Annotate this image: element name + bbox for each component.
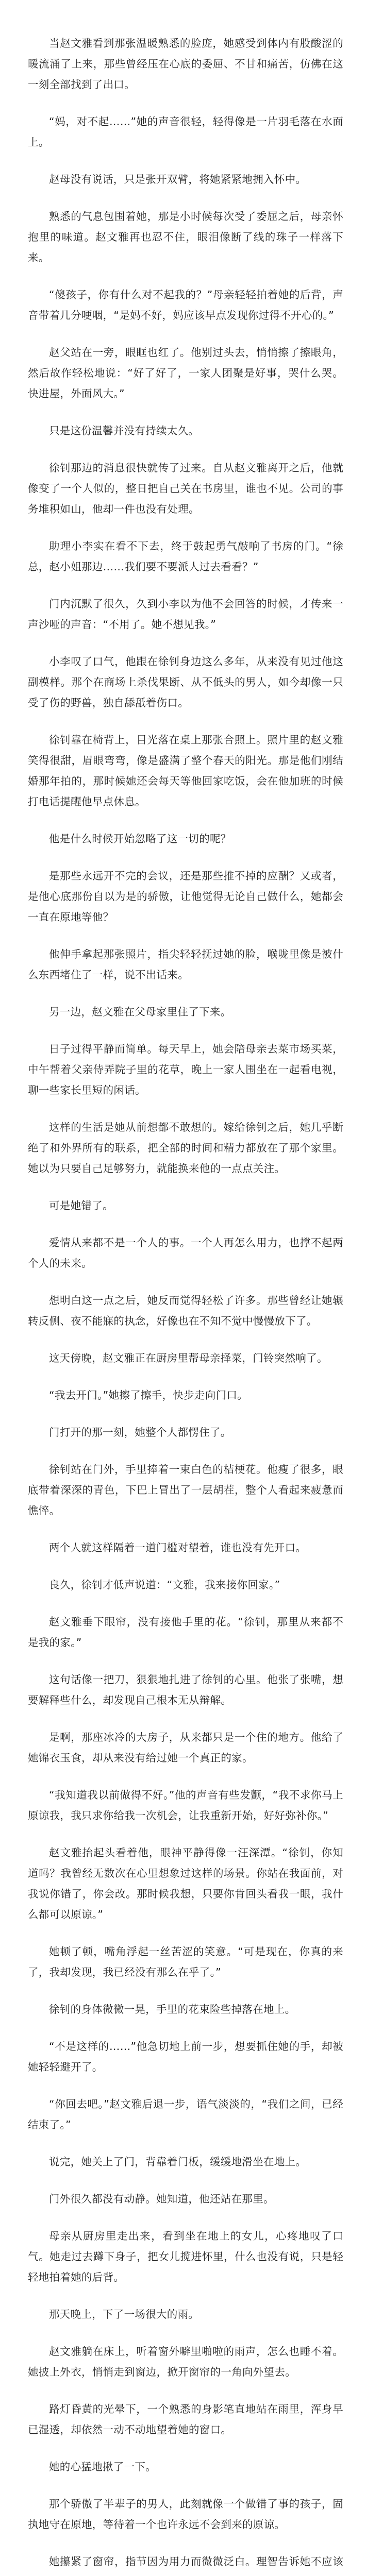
- paragraph: 说完，她关上了门，背靠着门板，缓缓地滑坐在地上。: [49, 2156, 307, 2168]
- paragraph-spacer: [28, 1521, 343, 1537]
- paragraph-spacer: [28, 927, 343, 944]
- paragraph: “我知道我以前做得不好。”他的声音有些发颤，“我不求你马上原谅我，我只求你给我一次机会，让我重新开始，好好弥补你。”: [28, 1789, 343, 1822]
- paragraph-spacer: [28, 404, 343, 420]
- paragraph: 熟悉的气息包围着她，那是小时候每次受了委屈之后，母亲怀抱里的味道。赵文雅再也忍不住，眼泪像断了线的珠子一样落下来。: [28, 210, 343, 264]
- paragraph-spacer: [28, 95, 343, 111]
- paragraph: 她攥紧了窗帘，指节因为用力而微微泛白。理智告诉她不应该: [49, 2555, 343, 2568]
- paragraph-spacer: [28, 849, 343, 866]
- paragraph: 两个人就这样隔着一道门槛对望着，谁也没有先开口。: [49, 1541, 307, 1554]
- paragraph-spacer: [28, 1022, 343, 1039]
- paragraph: 他伸手拿起那张照片，指尖轻轻抚过她的脸，喉咙里像是被什么东西堵住了一样，说不出话来。: [28, 948, 343, 981]
- paragraph: 那天晚上，下了一场很大的雨。: [49, 2308, 199, 2320]
- paragraph: 只是这份温馨并没有持续太久。: [49, 425, 199, 437]
- paragraph: 这天傍晚，赵文雅正在厨房里帮母亲择菜，门铃突然响了。: [49, 1352, 328, 1364]
- paragraph: 助理小李实在看不下去，终于鼓起勇气敲响了书房的门。“徐总，赵小姐那边……我们要不要派人过去看看？”: [28, 540, 343, 573]
- paragraph: 赵文雅抬起头看着他，眼神平静得像一汪深潭。“徐钊，你知道吗？我曾经无数次在心里想象过这样的场景。你站在我面前，对我说你错了，你会改。那时候我想，只要你肯回头看我一眼，我什么都可以原谅。”: [28, 1846, 343, 1921]
- paragraph: 门打开的那一刻，她整个人都愣住了。: [49, 1426, 231, 1438]
- paragraph-spacer: [28, 441, 343, 457]
- paragraph: 小李叹了口气，他跟在徐钊身边这么多年，从来没有见过他这副模样。那个在商场上杀伐果断、从不低头的男人，如今却像一只受了伤的野兽，独自舔舐着伤口。: [28, 655, 343, 709]
- article-body: [28, 33, 343, 2576]
- paragraph-spacer: [28, 1216, 343, 1232]
- paragraph-spacer: [28, 1558, 343, 1574]
- paragraph: 赵文雅躺在床上，听着窗外噼里啪啦的雨声，怎么也睡不着。她披上外衣，悄悄走到窗边，掀开窗帘的一角向外望去。: [28, 2345, 343, 2378]
- paragraph: “不是这样的……”他急切地上前一步，想要抓住她的手，却被她轻轻避开了。: [28, 2040, 343, 2073]
- paragraph: 门外很久都没有动静。她知道，他还站在那里。: [49, 2193, 274, 2205]
- paragraph-spacer: [28, 1925, 343, 1941]
- paragraph-spacer: [28, 1595, 343, 1612]
- paragraph: “傻孩子，你有什么对不起我的？”母亲轻轻拍着她的后背，声音带着几分哽咽，“是妈不好，妈应该早点发现你过得不开心的。”: [28, 289, 343, 321]
- paragraph-spacer: [28, 577, 343, 594]
- paragraph: 想明白这一点之后，她反而觉得轻松了许多。那些曾经让她辗转反侧、夜不能寐的执念，好像也在不知不觉中慢慢放下了。: [28, 1294, 343, 1327]
- paragraph-spacer: [28, 985, 343, 1002]
- paragraph-spacer: [28, 2440, 343, 2456]
- paragraph-spacer: [28, 326, 343, 342]
- paragraph: 路灯昏黄的光晕下，一个熟悉的身影笔直地站在雨里，浑身早已湿透，却依然一动不动地望着她的窗口。: [28, 2403, 343, 2436]
- paragraph-spacer: [28, 1100, 343, 1117]
- paragraph-spacer: [28, 152, 343, 169]
- paragraph: 可是她错了。: [49, 1199, 113, 1212]
- paragraph-spacer: [28, 2382, 343, 2399]
- paragraph-spacer: [28, 2209, 343, 2226]
- paragraph-spacer: [28, 2020, 343, 2036]
- paragraph-spacer: [28, 2477, 343, 2494]
- paragraph-spacer: [28, 1274, 343, 1290]
- paragraph: 徐钊靠在椅背上，目光落在桌上那张合照上。照片里的赵文雅笑得很甜，眉眼弯弯，像是盛满了整个春天的阳光。那是他们刚结婚那年拍的，那时候她还会每天等他回家吃饭，会在他加班的时候打电话提醒他早点休息。: [28, 734, 343, 808]
- paragraph-spacer: [28, 812, 343, 828]
- paragraph: “你回去吧。”赵文雅后退一步，语气淡淡的，“我们之间，已经结束了。”: [28, 2098, 343, 2131]
- paragraph-spacer: [28, 1443, 343, 1459]
- paragraph-spacer: [28, 1710, 343, 1727]
- paragraph: 她的心猛地揪了一下。: [49, 2461, 156, 2473]
- paragraph-spacer: [28, 1768, 343, 1785]
- paragraph: 这句话像一把刀，狠狠地扎进了徐钊的心里。他张了张嘴，想要解释些什么，却发现自己根本无从辩解。: [28, 1673, 343, 1706]
- paragraph: “妈，对不起……”她的声音很轻，轻得像是一片羽毛落在水面上。: [28, 115, 343, 148]
- paragraph-spacer: [28, 713, 343, 730]
- paragraph-spacer: [28, 1331, 343, 1348]
- paragraph: “我去开门。”她擦了擦手，快步走向门口。: [49, 1389, 248, 1401]
- paragraph-spacer: [28, 2287, 343, 2304]
- paragraph: 徐钊站在门外，手里捧着一束白色的桔梗花。他瘦了很多，眼底带着深深的青色，下巴上冒出了一层胡茬，整个人看起来疲惫而憔悴。: [28, 1463, 343, 1517]
- paragraph-spacer: [28, 1368, 343, 1385]
- paragraph: 另一边，赵文雅在父母家里住了下来。: [49, 1006, 231, 1018]
- paragraph: 她顿了顿，嘴角浮起一丝苦涩的笑意。“可是现在，你真的来了，我却发现，我已经没有那么在乎了。”: [28, 1945, 343, 1978]
- paragraph-spacer: [28, 268, 343, 284]
- paragraph-spacer: [28, 1653, 343, 1669]
- paragraph: 爱情从来都不是一个人的事。一个人再怎么用力，也撑不起两个人的未来。: [28, 1236, 343, 1269]
- paragraph: 良久，徐钊才低声说道：“文雅，我来接你回家。”: [49, 1579, 280, 1591]
- paragraph: 那个骄傲了半辈子的男人，此刻就像一个做错了事的孩子，固执地守在原地，等待着一个也许永远不会到来的原谅。: [28, 2498, 343, 2531]
- paragraph: 赵父站在一旁，眼眶也红了。他别过头去，悄悄擦了擦眼角，然后故作轻松地说：“好了好了，一家人团聚是好事，哭什么哭。快进屋，外面风大。”: [28, 346, 343, 400]
- paragraph: 这样的生活是她从前想都不敢想的。嫁给徐钊之后，她几乎断绝了和外界所有的联系，把全部的时间和精力都放在了那个家里。她以为只要自己足够努力，就能换来他的一点点关注。: [28, 1121, 343, 1175]
- paragraph-spacer: [28, 1179, 343, 1195]
- paragraph-spacer: [28, 1982, 343, 1999]
- paragraph-spacer: [28, 2135, 343, 2151]
- paragraph: 是那些永远开不完的会议，还是那些推不掉的应酬？又或者，是他心底那份自以为是的骄傲，让他觉得无论自己做什么，她都会一直在原地等他？: [28, 870, 343, 923]
- paragraph-spacer: [28, 190, 343, 206]
- paragraph-spacer: [28, 635, 343, 651]
- paragraph: 赵母没有说话，只是张开双臂，将她紧紧地拥入怀中。: [49, 173, 307, 185]
- paragraph: 是啊，那座冰冷的大房子，从来都只是一个住的地方。他给了她锦衣玉食，却从来没有给过她一个真正的家。: [28, 1731, 343, 1764]
- paragraph-spacer: [28, 2172, 343, 2189]
- paragraph: 徐钊的身体微微一晃，手里的花束险些掉落在地上。: [49, 2003, 296, 2015]
- paragraph-spacer: [28, 2077, 343, 2094]
- paragraph: 当赵文雅看到那张温暖熟悉的脸庞，她感受到体内有股酸涩的暖流涌了上来，那些曾经压在心底的委屈、不甘和痛苦，仿佛在这一刻全部找到了出口。: [28, 37, 343, 91]
- paragraph-spacer: [28, 1405, 343, 1422]
- paragraph: 赵文雅垂下眼帘，没有接他手里的花。“徐钊，那里从来都不是我的家。”: [28, 1616, 343, 1649]
- paragraph: 他是什么时候开始忽略了这一切的呢？: [49, 833, 231, 845]
- paragraph: 日子过得平静而简单。每天早上，她会陪母亲去菜市场买菜，中午帮着父亲侍弄院子里的花草，晚上一家人围坐在一起看电视，聊一些家长里短的闲话。: [28, 1043, 343, 1096]
- paragraph: 门内沉默了很久，久到小李以为他不会回答的时候，才传来一声沙哑的声音：“不用了。她不想见我。”: [28, 598, 343, 631]
- paragraph: 徐钊那边的消息很快就传了过来。自从赵文雅离开之后，他就像变了一个人似的，整日把自己关在书房里，谁也不见。公司的事务堆积如山，他却一件也没有处理。: [28, 462, 343, 515]
- paragraph-spacer: [28, 519, 343, 536]
- paragraph-spacer: [28, 2325, 343, 2341]
- paragraph-spacer: [28, 1826, 343, 1842]
- paragraph-spacer: [28, 2535, 343, 2551]
- paragraph: 母亲从厨房里走出来，看到坐在地上的女儿，心疼地叹了口气。她走过去蹲下身子，把女儿揽进怀里，什么也没有说，只是轻轻地拍着她的后背。: [28, 2230, 343, 2283]
